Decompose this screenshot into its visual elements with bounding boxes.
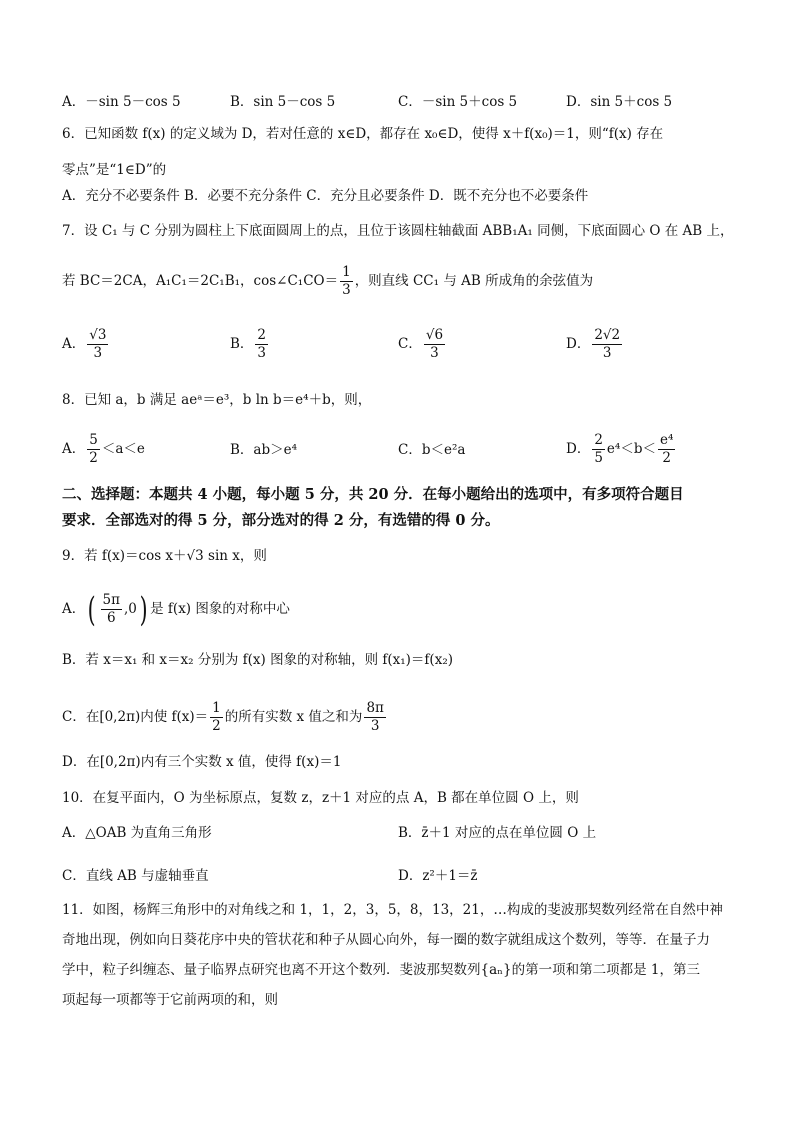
- q11-stem-line3: 学中，粒子纠缠态、量子临界点研究也离不开这个数列．斐波那契数列{aₙ}的第一项和第二项都是 1，第三: [62, 962, 700, 978]
- q10-option-d: D．z²＋1＝z̄: [398, 868, 478, 884]
- q7-option-d-label: D．: [566, 336, 591, 352]
- q8-stem: 8．已知 a，b 满足 aeᵃ＝e³，b ln b＝e⁴＋b，则，: [62, 392, 372, 408]
- q9-c-fraction2: [364, 700, 385, 735]
- q8-d-den2: 2: [662, 450, 671, 466]
- q11-stem-line1: 11．如图，杨辉三角形中的对角线之和 1，1，2，3，5，8，13，21，…构成的斐波那契数列经常在自然中神: [62, 902, 723, 918]
- q9-a-den: 6: [106, 610, 116, 626]
- q7-stem-post: ，则直线 CC₁ 与 AB 所成角的余弦值为: [354, 273, 594, 289]
- q6-options: A．充分不必要条件 B．必要不充分条件 C．充分且必要条件 D．既不充分也不必要条件: [62, 188, 589, 204]
- q7-option-b-fraction: [255, 327, 268, 362]
- q11-stem-line4: 项起每一项都等于它前两项的和，则: [62, 992, 278, 1008]
- q7-option-b: [230, 327, 270, 362]
- q8-a-fraction: [87, 432, 100, 467]
- q7-option-c: [398, 327, 447, 362]
- q6-stem-line1: 6．已知函数 f(x) 的定义域为 D，若对任意的 x∈D，都存在 x₀∈D，使得 x＋f(x₀)＝1，则“f(x) 存在: [62, 126, 664, 142]
- q7-cos-den: 3: [342, 282, 351, 298]
- q7-stem-pre: 若 BC＝2CA，A₁C₁＝2C₁B₁，cos∠C₁CO＝: [62, 273, 339, 289]
- q7-stem-line1: 7．设 C₁ 与 C 分别为圆柱上下底面圆周上的点，且位于该圆柱轴截面 ABB₁A₁ 同侧，下底面圆心 O 在 AB 上，: [62, 223, 734, 239]
- q9-option-d: D．在[0,2π)内有三个实数 x 值，使得 f(x)＝1: [62, 754, 342, 770]
- q5-option-d: D．sin 5＋cos 5: [566, 94, 673, 110]
- q8-d-num1: 2: [594, 432, 603, 448]
- q8-a-num: 5: [89, 432, 98, 448]
- q9-option-c: [62, 700, 388, 735]
- q8-d-mid: e⁴＜b＜: [606, 441, 656, 457]
- q9-a-post: ,0: [123, 601, 137, 617]
- q8-option-a: [62, 432, 145, 467]
- q7-stem-line2: [62, 264, 593, 299]
- q7-option-a-label: A．: [62, 336, 86, 352]
- q9-a-fraction: [101, 592, 122, 627]
- q9-a-label: A．: [62, 601, 86, 617]
- q10-option-c: C．直线 AB 与虚轴垂直: [62, 868, 209, 884]
- q5-option-c: C．－sin 5＋cos 5: [398, 94, 518, 110]
- q7-option-a-fraction: [87, 327, 108, 362]
- q7-option-d: [566, 327, 624, 362]
- q8-option-c: C．b＜e²a: [398, 442, 466, 458]
- section2-heading-line1: 二、选择题：本题共 4 小题，每小题 5 分，共 20 分．在每小题给出的选项中，有多项符合题目: [62, 486, 684, 503]
- q10-option-a: A．△OAB 为直角三角形: [62, 825, 212, 841]
- q7-d-num: 2√2: [594, 327, 621, 343]
- q7-d-den: 3: [602, 345, 612, 361]
- q7-b-den: 3: [257, 345, 267, 361]
- q8-d-den1: 5: [594, 450, 603, 466]
- q8-d-label: D．: [566, 441, 591, 457]
- q9-c-mid: 的所有实数 x 值之和为: [224, 709, 363, 725]
- q8-a-post: ＜a＜e: [101, 441, 145, 457]
- q7-c-den: 3: [430, 345, 439, 361]
- q10-stem: 10．在复平面内，O 为坐标原点，复数 z，z＋1 对应的点 A，B 都在单位圆 O 上，则: [62, 790, 579, 806]
- q9-c-num1: 1: [212, 700, 221, 716]
- q9-a-num: 5π: [102, 592, 120, 608]
- q8-d-fraction2: [658, 432, 675, 467]
- q9-a-left-paren: (: [87, 589, 96, 630]
- q7-option-c-fraction: [424, 327, 445, 362]
- q7-option-c-label: C．: [398, 336, 422, 352]
- q7-cos-fraction: [340, 264, 353, 299]
- q7-a-den: 3: [93, 345, 103, 361]
- q9-option-a: [62, 589, 290, 630]
- q9-c-num2: 8π: [366, 700, 384, 716]
- q6-stem-line2: 零点”是“1∈D”的: [62, 162, 167, 178]
- section2-heading-line2: 要求．全部选对的得 5 分，部分选对的得 2 分，有选错的得 0 分。: [62, 512, 500, 529]
- q10-option-b: B．z̄＋1 对应的点在单位圆 O 上: [398, 825, 597, 841]
- q9-stem: 9．若 f(x)＝cos x＋√3 sin x，则: [62, 548, 267, 564]
- q9-a-tail: 是 f(x) 图象的对称中心: [150, 601, 290, 617]
- q5-option-a: A．－sin 5－cos 5: [62, 94, 181, 110]
- q9-c-fraction1: [210, 700, 223, 735]
- q8-d-num2: e⁴: [659, 432, 674, 448]
- q8-d-fraction1: [592, 432, 605, 467]
- q7-cos-num: 1: [342, 264, 351, 280]
- q5-option-b: B．sin 5－cos 5: [230, 94, 336, 110]
- q7-option-d-fraction: [592, 327, 622, 362]
- q7-option-a: [62, 327, 110, 362]
- q8-a-den: 2: [89, 450, 98, 466]
- q7-c-num: √6: [425, 327, 444, 343]
- q9-c-den2: 3: [370, 718, 380, 734]
- q7-option-b-label: B．: [230, 336, 254, 352]
- q9-c-den1: 2: [212, 718, 221, 734]
- q9-c-pre: C．在[0,2π)内使 f(x)＝: [62, 709, 209, 725]
- q7-b-num: 2: [257, 327, 267, 343]
- q8-option-d: [566, 432, 677, 467]
- q9-a-right-paren: ): [139, 589, 148, 630]
- q8-option-b: B．ab＞e⁴: [230, 442, 298, 458]
- q8-a-label: A．: [62, 441, 86, 457]
- q11-stem-line2: 奇地出现，例如向日葵花序中央的管状花和种子从圆心向外，每一圈的数字就组成这个数列，等等．在量子力: [62, 932, 710, 948]
- q9-option-b: B．若 x＝x₁ 和 x＝x₂ 分别为 f(x) 图象的对称轴，则 f(x₁)＝f(x₂): [62, 652, 453, 668]
- q7-a-num: √3: [89, 327, 107, 343]
